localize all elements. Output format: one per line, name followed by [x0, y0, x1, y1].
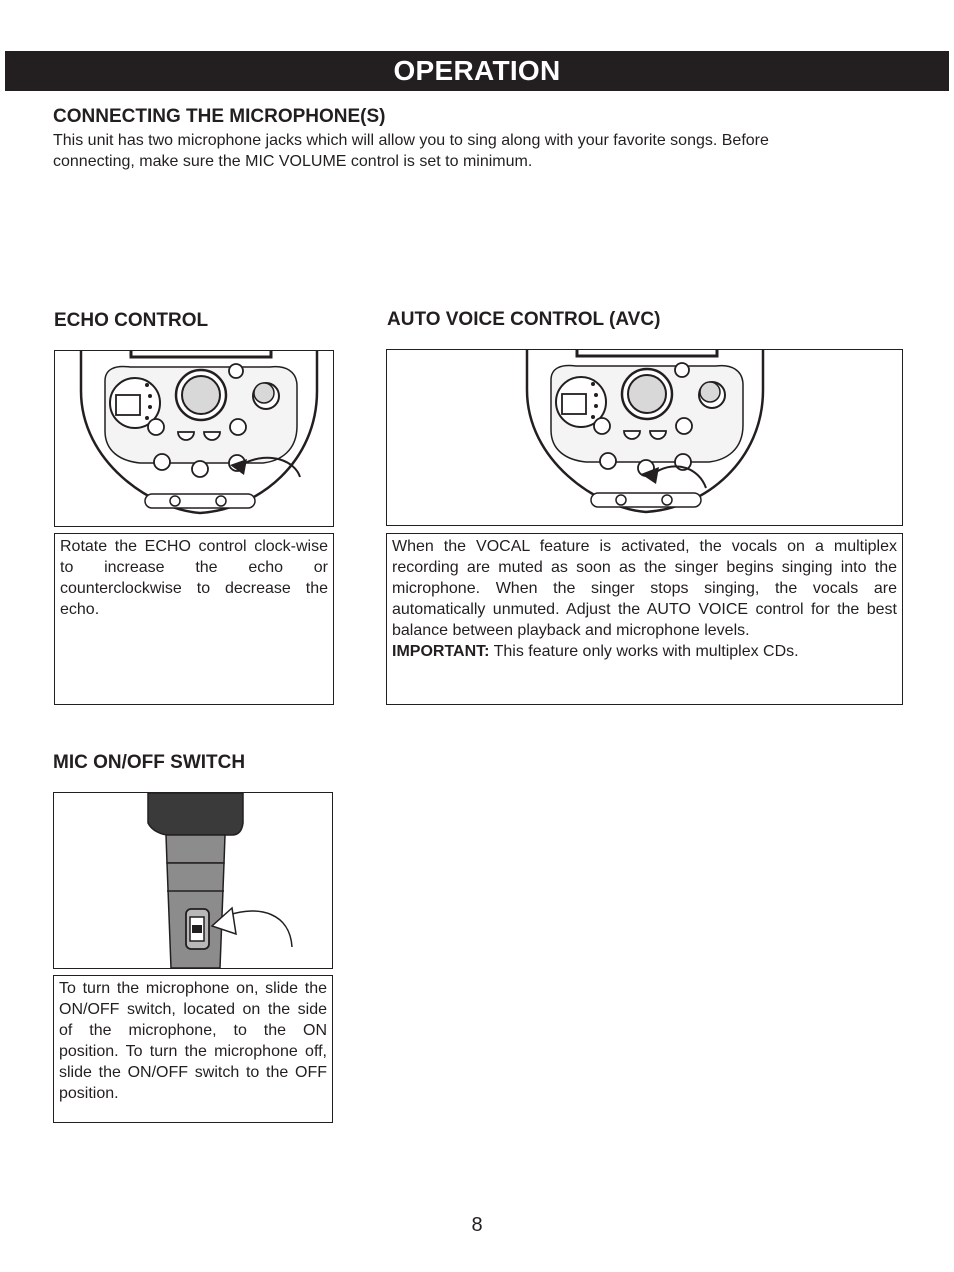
echo-heading: ECHO CONTROL [54, 310, 209, 331]
unit-panel-illustration [55, 351, 333, 526]
connecting-heading: CONNECTING THE MICROPHONE(S) [53, 106, 386, 127]
mic-switch-heading: MIC ON/OFF SWITCH [53, 752, 246, 773]
echo-description: Rotate the ECHO control clock-wise to increase the echo or counterclockwise to decrease the echo. [54, 533, 334, 705]
avc-important-text: This feature only works with multiplex CDs. [489, 643, 799, 660]
avc-description [386, 533, 903, 705]
mic-illustration [53, 792, 333, 969]
avc-heading: AUTO VOICE CONTROL (AVC) [387, 309, 661, 330]
page-number: 8 [471, 1214, 483, 1236]
avc-illustration [386, 349, 903, 526]
mic-switch-description: To turn the microphone on, slide the ON/OFF switch, located on the side of the microphone, to the ON position. To turn the microphone off, slide the ON/OFF switch to the OFF position. [53, 975, 333, 1123]
connecting-line-2: connecting, make sure the MIC VOLUME control is set to minimum. [53, 153, 533, 170]
unit-panel-illustration [387, 350, 902, 525]
echo-illustration [54, 350, 334, 527]
microphone-illustration [54, 793, 332, 968]
avc-text: When the VOCAL feature is activated, the vocals on a multiplex recording are muted as soon as the singer begins singing into the microphone. When the singer stops singing, the vocals are automatically unmuted. Adjust the AUTO VOICE control for the best balance between playback and microphone levels. [392, 538, 897, 639]
connecting-line-1: This unit has two microphone jacks which will allow you to sing along with your favorite songs. Before [53, 132, 769, 149]
section-banner: OPERATION [5, 51, 949, 91]
avc-important-label: IMPORTANT: [392, 643, 490, 660]
